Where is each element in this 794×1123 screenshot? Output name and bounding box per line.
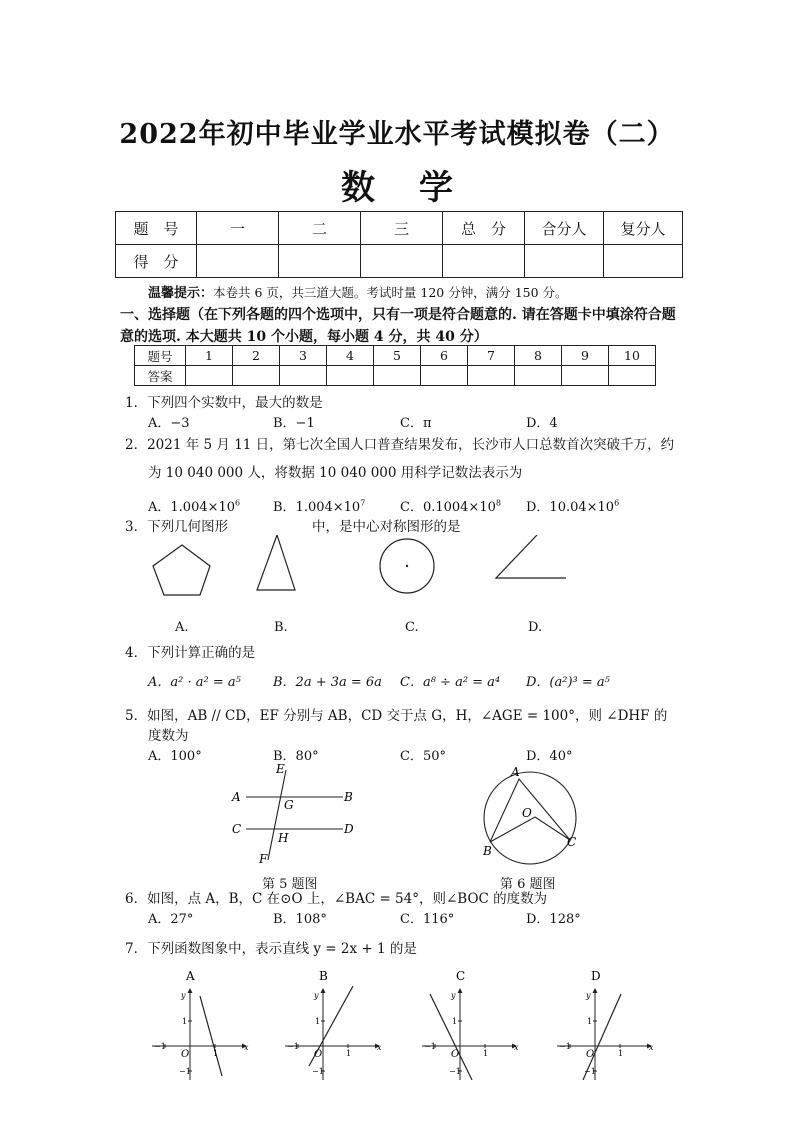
question-number: 3 — [280, 346, 327, 366]
label-f: F — [259, 852, 268, 866]
q1-option-a: A．−3 — [148, 416, 190, 431]
x-neg-one-label: −1 — [154, 1042, 166, 1051]
x-axis-label: x — [514, 1043, 519, 1052]
q7-graph-b — [283, 968, 383, 1080]
figure-5-caption: 第 5 题图 — [262, 877, 318, 892]
question-number: 10 — [609, 346, 656, 366]
q2-option-d-exp: 6 — [614, 498, 620, 508]
origin-label: O — [451, 1049, 460, 1060]
origin-label: O — [314, 1049, 323, 1060]
y-axis-label: y — [586, 991, 591, 1000]
y-neg-one-label: −1 — [449, 1067, 461, 1076]
triangle-shape — [257, 535, 295, 590]
label-a: A — [232, 790, 241, 804]
q3-stem-part-1: 3．下列几何图形 — [125, 519, 229, 535]
y-axis-arrow — [188, 988, 193, 993]
q5-stem-line-1: 5．如图，AB // CD，EF 分别与 AB，CD 交于点 G，H，∠AGE = 100°，则 ∠DHF 的 — [125, 708, 668, 724]
x-neg-one-label: −1 — [559, 1042, 571, 1051]
label-o: O — [522, 806, 532, 820]
answer-cell[interactable] — [280, 366, 327, 386]
subject-char-2: 学 — [419, 168, 453, 208]
score-cell: 一 — [197, 212, 279, 245]
x-one-label: 1 — [346, 1049, 352, 1058]
q4-option-c: C．a⁸ ÷ a² = a⁴ — [400, 675, 501, 690]
exam-tip — [148, 282, 568, 301]
answer-cell[interactable] — [609, 366, 656, 386]
label-g: G — [284, 798, 294, 812]
score-cell: 复分人 — [604, 212, 683, 245]
graph-line — [200, 996, 222, 1076]
score-input-cell[interactable] — [361, 245, 443, 278]
q2-stem-line-2: 为 10 040 000 人，将数据 10 040 000 用科学记数法表示为 — [148, 465, 523, 481]
tip-label: 温馨提示： — [148, 286, 214, 301]
q1-option-d: D．4 — [526, 416, 558, 431]
section-1-heading: 一、选择题（在下列各题的四个选项中，只有一项是符合题意的. 请在答题卡中填涂符合题意的选项. 本大题共 10 个小题，每小题 4 分，共 40 分） — [120, 307, 676, 345]
y-axis-arrow — [458, 988, 463, 993]
q2-stem-line-1: 2．2021 年 5 月 11 日，第七次全国人口普查结果发布，长沙市人口总数首次突破千万，约 — [125, 437, 675, 453]
q3-stem-part-2: 中，是中心对称图形的是 — [312, 519, 461, 535]
score-table — [115, 211, 683, 278]
q2-option-a-exp: 6 — [235, 498, 241, 508]
score-input-cell[interactable] — [525, 245, 604, 278]
origin-label: O — [181, 1049, 190, 1060]
score-table-row-score — [116, 245, 683, 278]
x-axis-label: x — [244, 1043, 249, 1052]
graph-label: A — [186, 969, 195, 983]
question-number: 7 — [468, 346, 515, 366]
q3-label-c: C. — [405, 620, 419, 635]
label-c: C — [567, 835, 577, 849]
tip-text: 本卷共 6 页，共三道大题。考试时量 120 分钟，满分 150 分。 — [213, 285, 568, 300]
q2-option-a — [148, 496, 240, 515]
subject-char-1: 数 — [341, 168, 375, 208]
q3-label-a: A. — [175, 620, 189, 635]
question-number: 8 — [515, 346, 562, 366]
answer-cell[interactable] — [374, 366, 421, 386]
label-c: C — [232, 822, 242, 836]
y-one-label: 1 — [315, 1017, 321, 1026]
y-axis-arrow — [321, 988, 326, 993]
q3-shapes-figure — [140, 535, 580, 605]
q7-stem: 7．下列函数图象中，表示直线 y = 2x + 1 的是 — [125, 941, 417, 957]
q2-option-b-exp: 7 — [360, 498, 366, 508]
score-cell: 总 分 — [443, 212, 525, 245]
figure-6-circle — [475, 762, 590, 872]
q6-option-b: B．108° — [273, 912, 327, 927]
score-table-row-header — [116, 212, 683, 245]
label-b: B — [483, 844, 492, 858]
score-cell: 二 — [279, 212, 361, 245]
q6-option-c: C．116° — [400, 912, 455, 927]
x-one-label: 1 — [483, 1049, 489, 1058]
q2-option-c — [400, 496, 501, 515]
figure-5-parallel-lines — [228, 760, 368, 870]
subject-title — [0, 160, 794, 209]
x-neg-one-label: −1 — [424, 1042, 436, 1051]
q4-stem: 4．下列计算正确的是 — [125, 645, 256, 661]
q4-option-b: B．2a + 3a = 6a — [273, 675, 382, 690]
q7-graph-d — [555, 968, 655, 1080]
answer-table — [134, 345, 656, 386]
x-one-label: 1 — [618, 1049, 624, 1058]
q5-option-a: A．100° — [148, 749, 202, 764]
q3-label-d: D. — [528, 620, 543, 635]
x-axis-label: x — [649, 1043, 654, 1052]
score-input-cell[interactable] — [197, 245, 279, 278]
y-axis-arrow — [593, 988, 598, 993]
y-one-label: 1 — [587, 1017, 593, 1026]
score-input-cell[interactable] — [443, 245, 525, 278]
q4-option-a: A．a² · a² = a⁵ — [148, 675, 241, 690]
angle-boc — [490, 817, 570, 842]
q6-option-a: A．27° — [148, 912, 194, 927]
q5-option-c: C．50° — [400, 749, 446, 764]
graph-label: C — [456, 969, 466, 983]
answer-cell[interactable] — [515, 366, 562, 386]
question-number: 5 — [374, 346, 421, 366]
score-input-cell[interactable] — [279, 245, 361, 278]
x-one-label: 1 — [213, 1049, 219, 1058]
y-neg-one-label: −1 — [312, 1067, 324, 1076]
answer-table-label: 题号 — [135, 346, 186, 366]
q6-option-d: D．128° — [526, 912, 581, 927]
answer-cell[interactable] — [421, 366, 468, 386]
y-one-label: 1 — [452, 1017, 458, 1026]
q5-option-b: B．80° — [273, 749, 319, 764]
answer-cell[interactable] — [233, 366, 280, 386]
label-d: D — [344, 822, 354, 836]
question-number: 4 — [327, 346, 374, 366]
q2-option-a-text: A．1.004×10 — [148, 500, 236, 515]
label-h: H — [278, 831, 289, 845]
angle-shape — [496, 535, 566, 578]
answer-table-label: 答案 — [135, 366, 186, 386]
x-axis-label: x — [377, 1043, 382, 1052]
y-axis-label: y — [314, 991, 319, 1000]
score-cell: 合分人 — [525, 212, 604, 245]
q2-option-c-exp: 8 — [495, 498, 501, 508]
q6-stem: 6．如图，点 A，B，C 在⊙O 上，∠BAC = 54°，则∠BOC 的度数为 — [125, 891, 548, 907]
label-a: A — [511, 765, 520, 779]
q1-stem: 1．下列四个实数中，最大的数是 — [125, 395, 323, 411]
q1-option-b: B．−1 — [273, 416, 315, 431]
answer-cell[interactable] — [562, 366, 609, 386]
pentagon-shape — [153, 545, 210, 595]
q7-graph-c — [420, 968, 520, 1080]
q2-option-d — [526, 496, 619, 515]
answer-cell[interactable] — [327, 366, 374, 386]
graph-label: D — [591, 969, 601, 983]
q3-label-b: B. — [274, 620, 288, 635]
score-cell: 三 — [361, 212, 443, 245]
y-axis-label: y — [181, 991, 186, 1000]
answer-cell[interactable] — [468, 366, 515, 386]
question-number: 1 — [186, 346, 233, 366]
answer-table-number-row — [135, 346, 656, 366]
q2-option-b — [273, 496, 365, 515]
score-cell: 题 号 — [116, 212, 197, 245]
y-axis-label: y — [451, 991, 456, 1000]
answer-cell[interactable] — [186, 366, 233, 386]
label-b: B — [344, 790, 353, 804]
y-neg-one-label: −1 — [179, 1067, 191, 1076]
q2-option-c-text: C．0.1004×10 — [400, 500, 496, 515]
score-input-cell[interactable] — [604, 245, 683, 278]
question-number: 6 — [421, 346, 468, 366]
q5-stem-line-2: 度数为 — [148, 728, 189, 744]
q1-option-c: C．π — [400, 416, 432, 431]
q2-option-d-text: D．10.04×10 — [526, 500, 615, 515]
q2-option-b-text: B．1.004×10 — [273, 500, 361, 515]
graph-label: B — [319, 969, 328, 983]
origin-label: O — [586, 1049, 595, 1060]
circle-center-dot — [406, 565, 408, 567]
y-one-label: 1 — [182, 1017, 188, 1026]
q4-option-d: D．(a²)³ = a⁵ — [526, 675, 610, 690]
q5-option-d: D．40° — [526, 749, 573, 764]
y-neg-one-label: −1 — [584, 1067, 596, 1076]
figure-6-caption: 第 6 题图 — [500, 877, 556, 892]
question-number: 9 — [562, 346, 609, 366]
answer-table-answer-row — [135, 366, 656, 386]
score-label-cell: 得 分 — [116, 245, 197, 278]
exam-title: 2022年初中毕业学业水平考试模拟卷（二） — [119, 119, 675, 150]
x-neg-one-label: −1 — [287, 1042, 299, 1051]
q7-graph-a — [150, 968, 250, 1080]
line-ef — [268, 770, 286, 860]
label-e: E — [276, 762, 285, 776]
question-number: 2 — [233, 346, 280, 366]
